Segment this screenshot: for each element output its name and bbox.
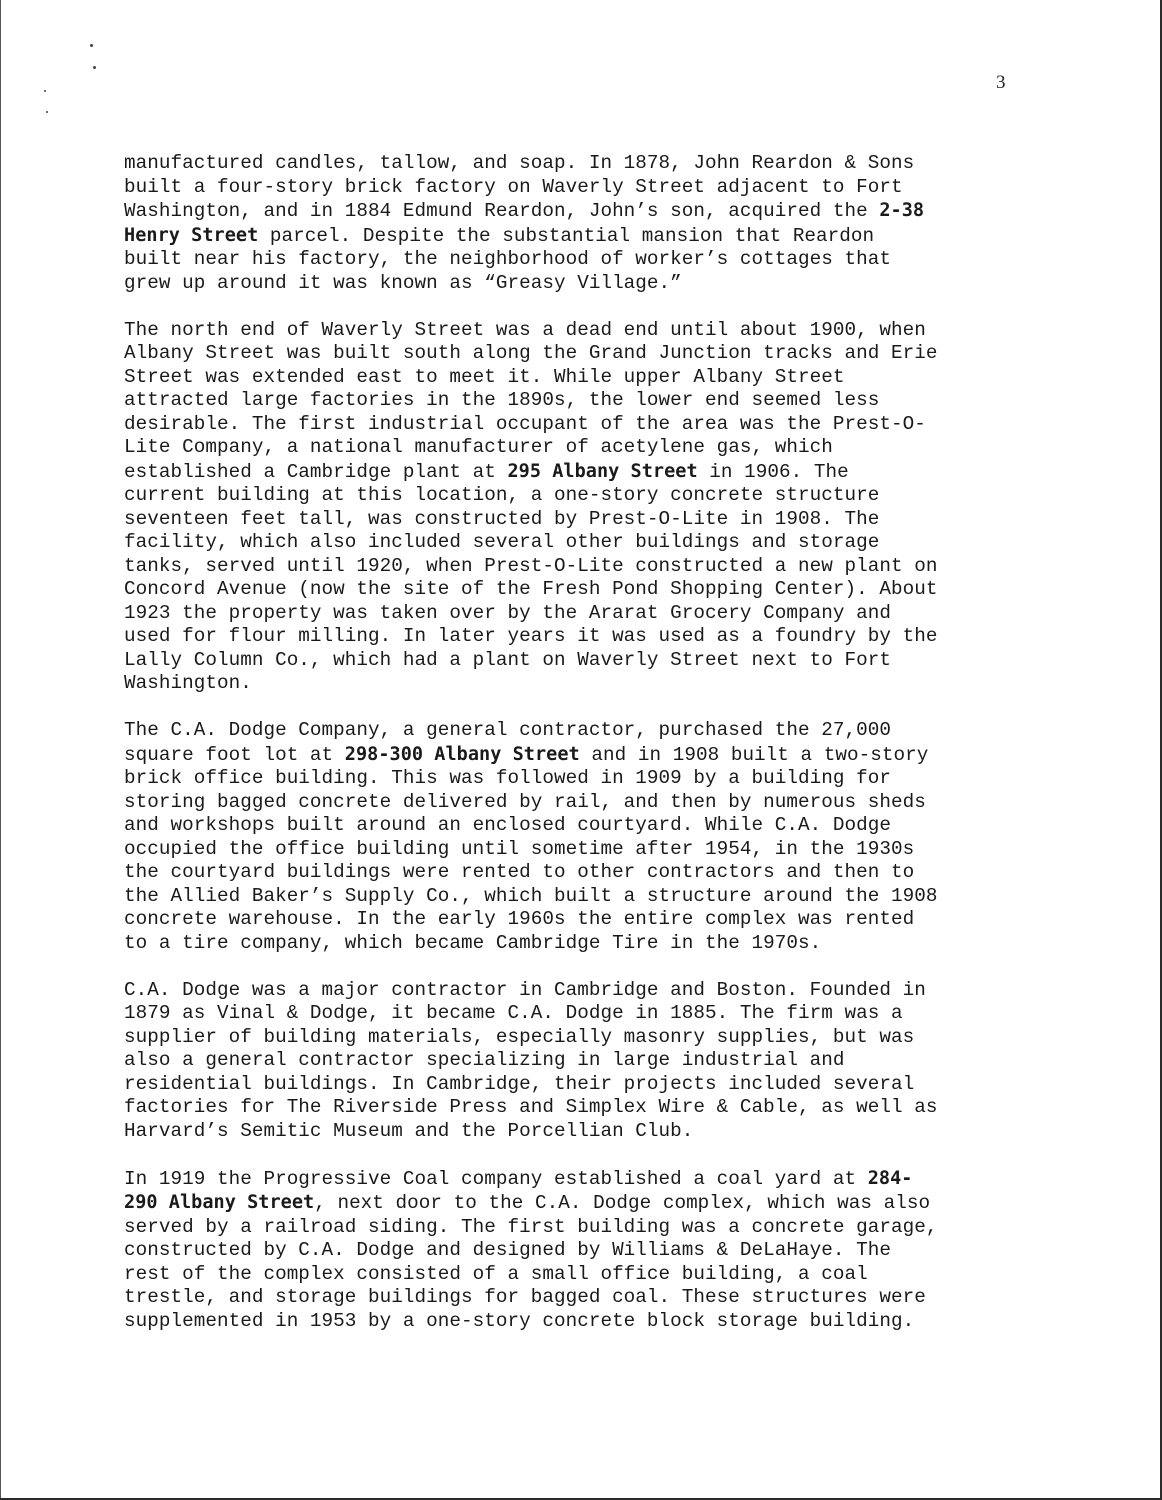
paragraph-text: and in 1908 built a two-story brick office building. This was followed in 1909 by a building for storing bagged concrete delivered by rail, and then by numerous sheds and workshops built around an enclosed courtyard. While C.A. Dodge occupied the office building until sometime after 1954, in the 1930s the courtyard buildings were rented to other contractors and then to the Allied Baker’s Supply Co., which built a structure around the 1908 concrete warehouse. In the early 1960s the entire complex was rented to a tire company, which became Cambridge Tire in the 1970s. xyxy=(124,743,938,954)
scan-speck xyxy=(46,111,48,113)
paragraph-text: parcel. Despite the substantial mansion that Reardon built near his factory, the neighborhood of worker’s cottages that grew up around it was known as “Greasy Village.” xyxy=(124,224,891,294)
paragraph-text: The C.A. Dodge Company, a general contractor, purchased the 27,000 square foot lot at xyxy=(124,719,891,766)
paragraph-text: in 1906. The current building at this location, a one-story concrete structure seventeen feet tall, was constructed by Prest-O-Lite in 1908. The facility, which also included several other buildings and storage tanks, served until 1920, when Prest-O-Lite constructed a new plant on Concord Avenue (now the site of the Fresh Pond Shopping Center). About 1923 the property was taken over by the Ararat Grocery Company and used for flour milling. In later years it was used as a foundry by the Lally Column Co., which had a plant on Waverly Street next to Fort Washington. xyxy=(124,460,938,694)
paragraph-text: , next door to the C.A. Dodge complex, which was also served by a railroad siding. The first building was a concrete garage, constructed by C.A. Dodge and designed by Williams & DeLaHaye. The rest of the complex consisted of a small office building, a coal trestle, and storage buildings for bagged coal. These structures were supplemented in 1953 by a one-story concrete block storage building. xyxy=(124,1192,938,1332)
page-number: 3 xyxy=(996,72,1006,93)
paragraph-text: The north end of Waverly Street was a dead end until about 1900, when Albany Street was built south along the Grand Junction tracks and Erie Street was extended east to meet it. While upper Albany Street attracted large factories in the 1890s, the lower end seemed less desirable. The first industrial occupant of the area was the Prest-O- Lite Company, a national manufacturer of acetylene gas, which established a Cambridge plant at xyxy=(124,318,938,483)
address-highlight: 298-300 Albany Street xyxy=(344,743,580,765)
paragraph-reardon-factory xyxy=(124,152,1024,295)
address-highlight: 2-38 Henry Street xyxy=(124,200,925,246)
address-highlight: 284- 290 Albany Street xyxy=(124,1167,913,1213)
scan-speck xyxy=(93,66,96,69)
paragraph-progressive-coal xyxy=(124,1167,1024,1334)
paragraph-text: manufactured candles, tallow, and soap. In 1878, John Reardon & Sons built a four-story brick factory on Waverly Street adjacent to Fort Washington, and in 1884 Edmund Reardon, John’s son, acquired the xyxy=(124,152,915,222)
body-text xyxy=(124,152,1024,1357)
paragraph-prest-o-lite xyxy=(124,319,1024,696)
paragraph-ca-dodge-history xyxy=(124,979,1024,1144)
address-highlight: 295 Albany Street xyxy=(507,460,698,482)
scan-speck xyxy=(90,44,93,47)
paragraph-text: In 1919 the Progressive Coal company established a coal yard at xyxy=(124,1167,868,1190)
scan-edge-left xyxy=(0,0,1,1500)
paragraph-text: C.A. Dodge was a major contractor in Cambridge and Boston. Founded in 1879 as Vinal & Dodge, it became C.A. Dodge in 1885. The firm was a supplier of building materials, especially masonry supplies, but was also a general contractor specializing in large industrial and residential buildings. In Cambridge, their projects included several factories for The Riverside Press and Simplex Wire & Cable, as well as Harvard’s Semitic Museum and the Porcellian Club. xyxy=(124,978,938,1142)
scan-speck xyxy=(44,90,46,92)
paragraph-ca-dodge-company xyxy=(124,719,1024,955)
